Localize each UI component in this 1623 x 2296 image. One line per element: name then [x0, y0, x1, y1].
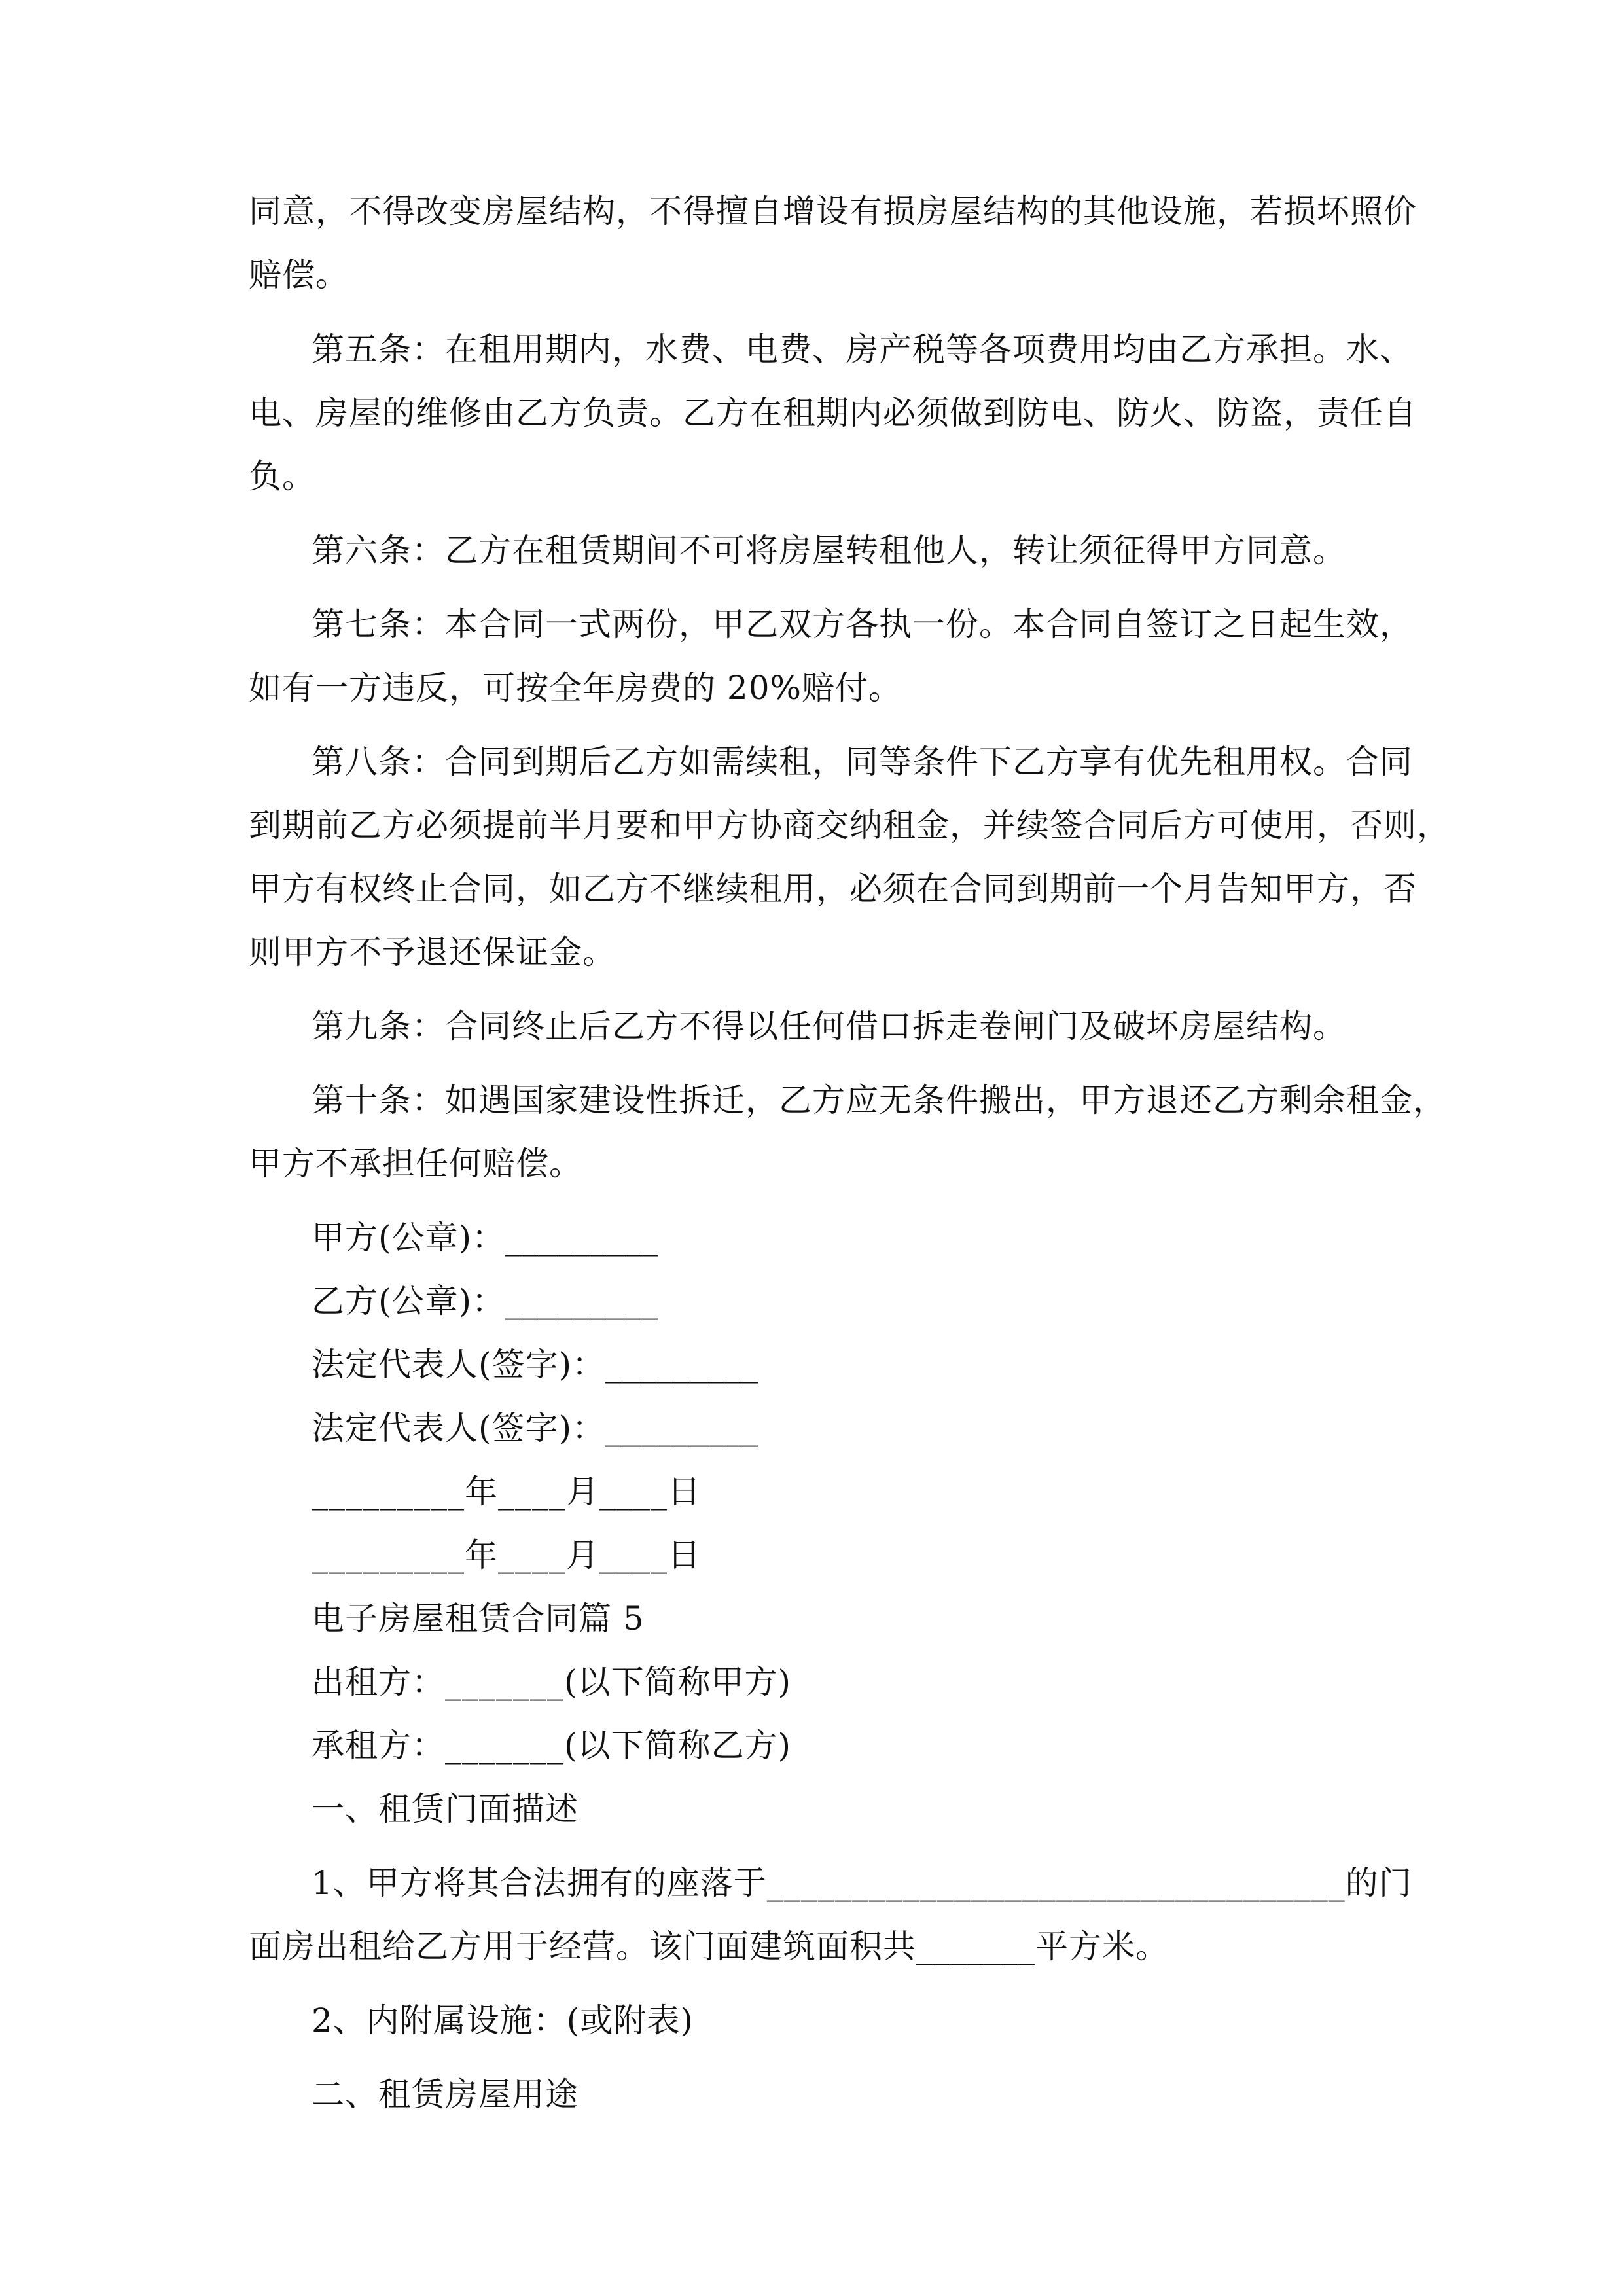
- signature-line: 法定代表人(签字)：_________: [312, 1409, 759, 1447]
- signature-line: 甲方(公章)：_________: [312, 1219, 659, 1257]
- signature-line: 法定代表人(签字)：_________: [312, 1346, 759, 1384]
- section-heading: 二、租赁房屋用途: [312, 2075, 579, 2113]
- text-line: 甲方不承担任何赔偿。: [249, 1145, 582, 1183]
- text-line: 1、甲方将其合法拥有的座落于__________________________________的门: [312, 1864, 1412, 1902]
- text-line: 负。: [249, 457, 315, 495]
- text-line: 如有一方违反，可按全年房费的 20%赔付。: [249, 669, 902, 707]
- section-heading: 一、租赁门面描述: [312, 1790, 579, 1828]
- text-line: 到期前乙方必须提前半月要和甲方协商交纳租金，并续签合同后方可使用，否则，: [249, 806, 1450, 844]
- text-line: 第八条：合同到期后乙方如需续租，同等条件下乙方享有优先租用权。合同: [312, 743, 1413, 781]
- text-line: 面房出租给乙方用于经营。该门面建筑面积共_______平方米。: [249, 1928, 1169, 1965]
- text-line: 甲方有权终止合同，如乙方不继续租用，必须在合同到期前一个月告知甲方，否: [249, 870, 1417, 908]
- text-line: 出租方：_______(以下简称甲方): [312, 1663, 792, 1701]
- text-line: 第六条：乙方在租赁期间不可将房屋转租他人，转让须征得甲方同意。: [312, 531, 1346, 569]
- text-line: 承租方：_______(以下简称乙方): [312, 1727, 792, 1765]
- text-line: 第五条：在租用期内，水费、电费、房产税等各项费用均由乙方承担。水、: [312, 331, 1413, 368]
- date-line: _________年____月____日: [312, 1536, 701, 1574]
- text-line: 则甲方不予退还保证金。: [249, 933, 616, 971]
- date-line: _________年____月____日: [312, 1473, 701, 1511]
- text-line: 第十条：如遇国家建设性拆迁，乙方应无条件搬出，甲方退还乙方剩余租金，: [312, 1081, 1446, 1119]
- text-line: 电、房屋的维修由乙方负责。乙方在租期内必须做到防电、防火、防盗，责任自: [249, 394, 1417, 432]
- text-line: 第九条：合同终止后乙方不得以任何借口拆走卷闸门及破坏房屋结构。: [312, 1007, 1346, 1045]
- text-line: 2、内附属设施：(或附表): [312, 2001, 694, 2039]
- section-title: 电子房屋租赁合同篇 5: [312, 1600, 645, 1638]
- text-line: 第七条：本合同一式两份，甲乙双方各执一份。本合同自签订之日起生效，: [312, 605, 1413, 643]
- text-line: 赔偿。: [249, 256, 349, 294]
- signature-line: 乙方(公章)：_________: [312, 1282, 659, 1320]
- text-line: 同意，不得改变房屋结构，不得擅自增设有损房屋结构的其他设施，若损坏照价: [249, 192, 1417, 230]
